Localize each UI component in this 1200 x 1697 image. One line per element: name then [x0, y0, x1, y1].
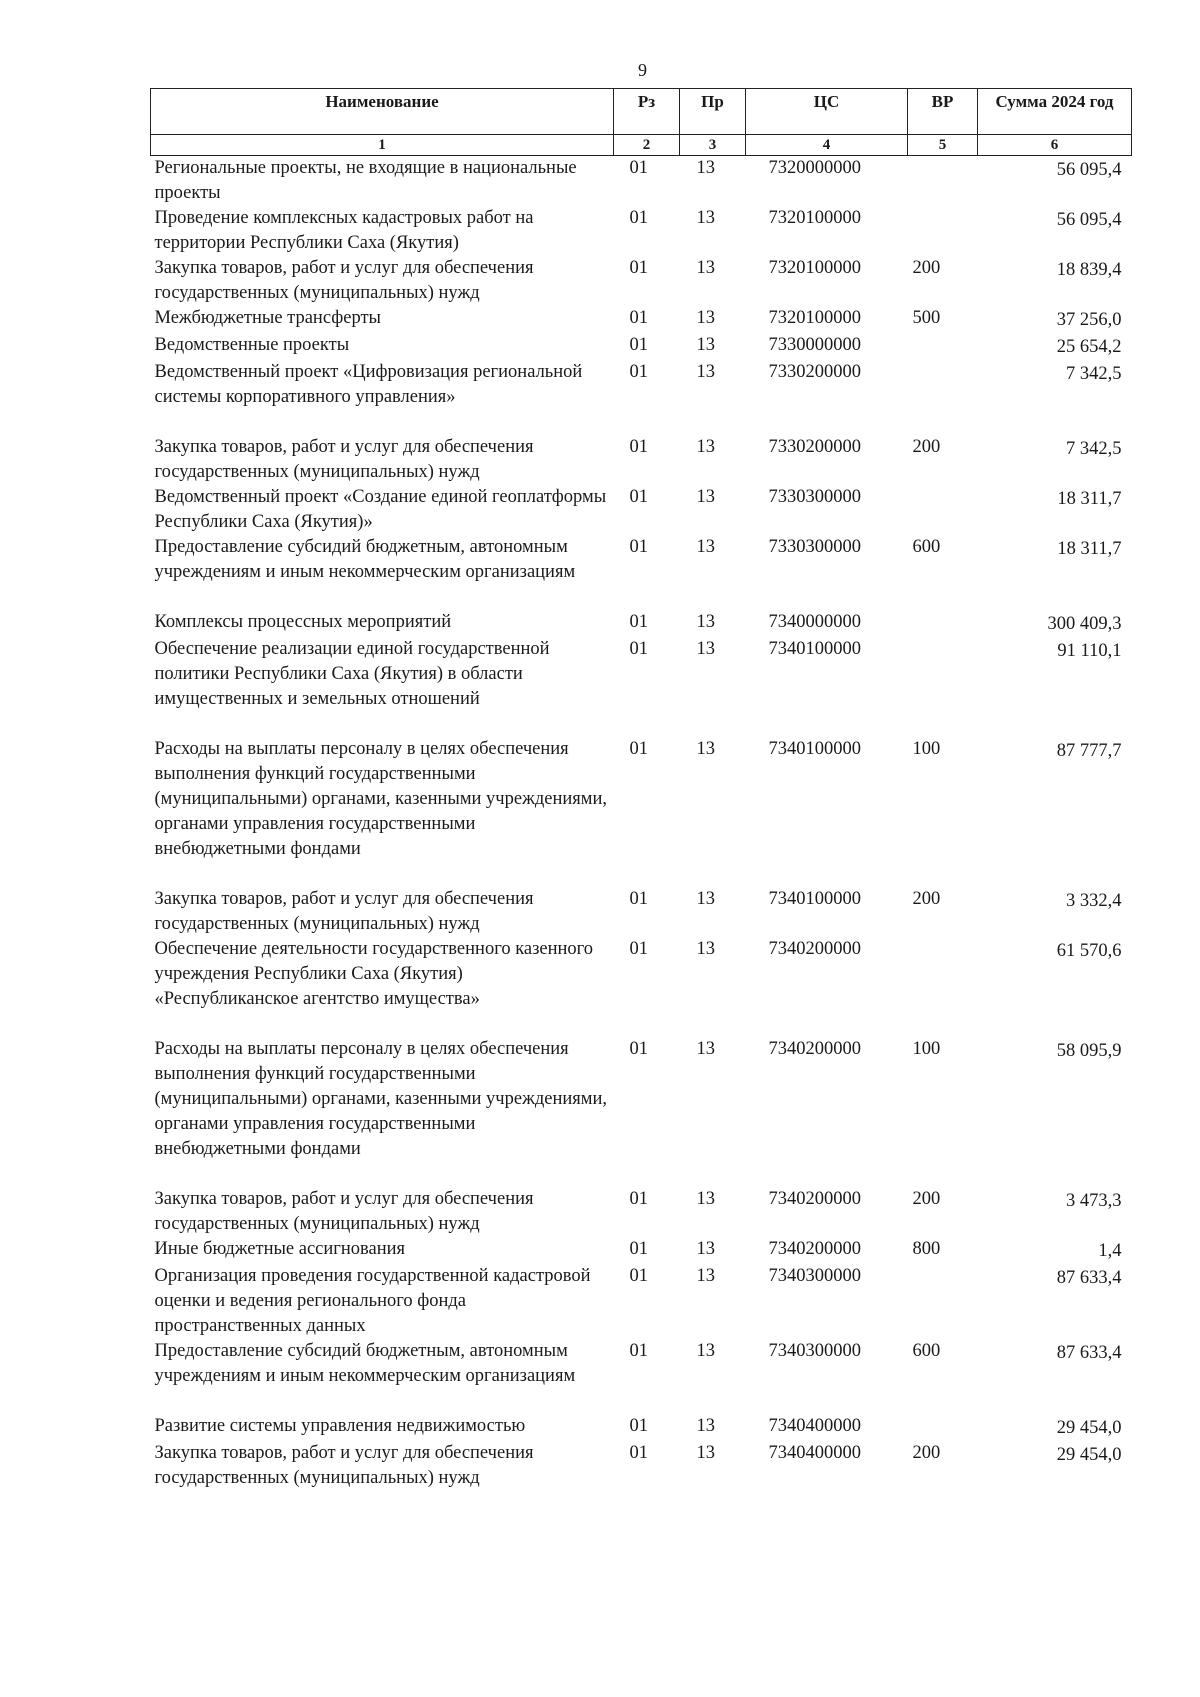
row-cs-code: 7330200000 — [768, 362, 861, 382]
row-rz-code: 01 — [629, 158, 648, 178]
row-vr-code: 200 — [912, 1189, 941, 1209]
row-rz-code: 01 — [629, 739, 648, 759]
row-rz-code: 01 — [629, 487, 648, 507]
row-rz-code: 01 — [629, 208, 648, 228]
row-sum: 3 332,4 — [1066, 891, 1122, 911]
row-sum: 56 095,4 — [1056, 210, 1122, 230]
row-cs-code: 7340100000 — [768, 889, 861, 909]
row-rz-code: 01 — [629, 258, 648, 278]
row-vr-code: 600 — [912, 537, 941, 557]
row-vr-code: 100 — [912, 739, 941, 759]
row-name: Закупка товаров, работ и услуг для обеспечения государственных (муниципальных) нужд — [154, 1443, 534, 1488]
row-pr-code: 13 — [696, 437, 715, 457]
row-name: Предоставление субсидий бюджетным, автономным учреждениям и иным некоммерческим организациям — [154, 537, 576, 582]
row-cs-code: 7320100000 — [768, 208, 861, 228]
row-rz-code: 01 — [629, 1039, 648, 1059]
header-name: Наименование — [151, 89, 614, 135]
row-pr-code: 13 — [696, 939, 715, 959]
row-pr-code: 13 — [696, 612, 715, 632]
column-number: 6 — [978, 135, 1132, 156]
row-name: Иные бюджетные ассигнования — [154, 1239, 406, 1259]
row-rz-code: 01 — [629, 1443, 648, 1463]
row-name: Ведомственные проекты — [154, 335, 350, 355]
row-pr-code: 13 — [696, 258, 715, 278]
row-cs-code: 7340200000 — [768, 939, 861, 959]
row-name: Ведомственный проект «Цифровизация региональной системы корпоративного управления» — [154, 362, 583, 407]
budget-table — [150, 88, 1132, 1491]
table-row — [151, 435, 1132, 485]
row-pr-code: 13 — [696, 1239, 715, 1259]
row-sum: 87 777,7 — [1056, 741, 1122, 761]
column-number: 3 — [680, 135, 746, 156]
table-row — [151, 256, 1132, 306]
table-row — [151, 1339, 1132, 1414]
row-sum: 91 110,1 — [1057, 641, 1122, 661]
table-row — [151, 1414, 1132, 1441]
row-pr-code: 13 — [696, 1189, 715, 1209]
row-sum: 37 256,0 — [1056, 310, 1122, 330]
column-number: 4 — [746, 135, 908, 156]
row-name: Обеспечение реализации единой государственной политики Республики Саха (Якутия) в области имущественных и земельных отношений — [154, 639, 550, 709]
row-vr-code — [908, 206, 978, 256]
row-name: Комплексы процессных мероприятий — [154, 612, 452, 632]
header-pr: Пр — [680, 89, 746, 135]
table-row — [151, 485, 1132, 535]
table-row — [151, 360, 1132, 435]
row-vr-code — [908, 333, 978, 360]
table-row — [151, 887, 1132, 937]
row-sum: 300 409,3 — [1047, 614, 1122, 634]
row-sum: 29 454,0 — [1056, 1418, 1122, 1438]
row-vr-code: 200 — [912, 1443, 941, 1463]
row-vr-code — [908, 360, 978, 435]
row-sum: 58 095,9 — [1056, 1041, 1122, 1061]
row-cs-code: 7340200000 — [768, 1039, 861, 1059]
row-vr-code: 800 — [912, 1239, 941, 1259]
row-name: Межбюджетные трансферты — [154, 308, 381, 328]
row-cs-code: 7330300000 — [768, 487, 861, 507]
header-cs: ЦС — [746, 89, 908, 135]
row-name: Закупка товаров, работ и услуг для обеспечения государственных (муниципальных) нужд — [154, 1189, 534, 1234]
row-rz-code: 01 — [629, 362, 648, 382]
row-rz-code: 01 — [629, 1416, 648, 1436]
table-body — [151, 156, 1132, 1492]
row-sum: 56 095,4 — [1056, 160, 1122, 180]
row-vr-code — [908, 485, 978, 535]
row-vr-code — [908, 610, 978, 637]
row-rz-code: 01 — [629, 308, 648, 328]
table-row — [151, 333, 1132, 360]
table-row — [151, 535, 1132, 610]
table-row — [151, 1187, 1132, 1237]
row-rz-code: 01 — [629, 1239, 648, 1259]
column-number: 5 — [908, 135, 978, 156]
table-row — [151, 306, 1132, 333]
row-pr-code: 13 — [696, 308, 715, 328]
row-pr-code: 13 — [696, 158, 715, 178]
row-pr-code: 13 — [696, 335, 715, 355]
row-vr-code — [908, 637, 978, 737]
table-row — [151, 206, 1132, 256]
row-rz-code: 01 — [629, 639, 648, 659]
row-cs-code: 7330000000 — [768, 335, 861, 355]
row-vr-code — [908, 156, 978, 207]
table-header-row — [151, 89, 1132, 135]
row-cs-code: 7330200000 — [768, 437, 861, 457]
row-cs-code: 7320000000 — [768, 158, 861, 178]
row-cs-code: 7340100000 — [768, 739, 861, 759]
table-row — [151, 1264, 1132, 1339]
column-number-row — [151, 135, 1132, 156]
page-number: 9 — [638, 60, 647, 80]
row-rz-code: 01 — [629, 537, 648, 557]
table-row — [151, 1237, 1132, 1264]
column-number: 2 — [614, 135, 680, 156]
row-cs-code: 7320100000 — [768, 308, 861, 328]
row-pr-code: 13 — [696, 639, 715, 659]
row-cs-code: 7340000000 — [768, 612, 861, 632]
row-vr-code — [908, 937, 978, 1037]
row-name: Закупка товаров, работ и услуг для обеспечения государственных (муниципальных) нужд — [154, 889, 534, 934]
header-vr: ВР — [908, 89, 978, 135]
row-cs-code: 7340100000 — [768, 639, 861, 659]
row-vr-code: 200 — [912, 258, 941, 278]
row-sum: 7 342,5 — [1066, 439, 1122, 459]
row-pr-code: 13 — [696, 362, 715, 382]
row-sum: 87 633,4 — [1056, 1343, 1122, 1363]
row-name: Предоставление субсидий бюджетным, автономным учреждениям и иным некоммерческим организациям — [154, 1341, 576, 1386]
table-row — [151, 1441, 1132, 1491]
row-pr-code: 13 — [696, 739, 715, 759]
row-rz-code: 01 — [629, 612, 648, 632]
row-rz-code: 01 — [629, 437, 648, 457]
row-sum: 18 311,7 — [1057, 489, 1122, 509]
row-cs-code: 7340200000 — [768, 1239, 861, 1259]
row-vr-code — [908, 1264, 978, 1339]
row-name: Обеспечение деятельности государственного казенного учреждения Республики Саха (Якутия) «Республиканское агентство имущества» — [154, 939, 594, 1009]
header-sum: Сумма 2024 год — [978, 89, 1132, 135]
row-sum: 1,4 — [1098, 1241, 1122, 1261]
row-pr-code: 13 — [696, 487, 715, 507]
row-cs-code: 7340200000 — [768, 1189, 861, 1209]
row-pr-code: 13 — [696, 1443, 715, 1463]
table-row — [151, 737, 1132, 887]
table-row — [151, 156, 1132, 207]
row-name: Расходы на выплаты персоналу в целях обеспечения выполнения функций государственными (муниципальными) органами, казенными учреждениями, органами управления государственными внебюджетными фондами — [154, 1039, 608, 1159]
row-pr-code: 13 — [696, 208, 715, 228]
row-pr-code: 13 — [696, 1416, 715, 1436]
row-cs-code: 7330300000 — [768, 537, 861, 557]
row-vr-code: 600 — [912, 1341, 941, 1361]
row-rz-code: 01 — [629, 1266, 648, 1286]
column-number: 1 — [151, 135, 614, 156]
row-cs-code: 7340400000 — [768, 1416, 861, 1436]
row-name: Закупка товаров, работ и услуг для обеспечения государственных (муниципальных) нужд — [154, 258, 534, 303]
row-sum: 29 454,0 — [1056, 1445, 1122, 1465]
row-vr-code: 100 — [912, 1039, 941, 1059]
row-sum: 18 311,7 — [1057, 539, 1122, 559]
table-row — [151, 637, 1132, 737]
row-vr-code: 200 — [912, 889, 941, 909]
row-vr-code: 500 — [912, 308, 941, 328]
row-sum: 25 654,2 — [1056, 337, 1122, 357]
row-cs-code: 7340400000 — [768, 1443, 861, 1463]
row-pr-code: 13 — [696, 537, 715, 557]
row-sum: 61 570,6 — [1056, 941, 1122, 961]
row-name: Ведомственный проект «Создание единой геоплатформы Республики Саха (Якутия)» — [154, 487, 607, 532]
row-pr-code: 13 — [696, 1341, 715, 1361]
row-pr-code: 13 — [696, 1266, 715, 1286]
header-rz: Рз — [614, 89, 680, 135]
row-name: Развитие системы управления недвижимостью — [154, 1416, 526, 1436]
row-rz-code: 01 — [629, 1189, 648, 1209]
row-rz-code: 01 — [629, 889, 648, 909]
row-sum: 3 473,3 — [1066, 1191, 1122, 1211]
row-pr-code: 13 — [696, 889, 715, 909]
row-pr-code: 13 — [696, 1039, 715, 1059]
row-vr-code — [908, 1414, 978, 1441]
row-name: Организация проведения государственной кадастровой оценки и ведения регионального фонда пространственных данных — [154, 1266, 591, 1336]
row-rz-code: 01 — [629, 335, 648, 355]
row-cs-code: 7340300000 — [768, 1266, 861, 1286]
row-vr-code: 200 — [912, 437, 941, 457]
row-cs-code: 7340300000 — [768, 1341, 861, 1361]
row-name: Закупка товаров, работ и услуг для обеспечения государственных (муниципальных) нужд — [154, 437, 534, 482]
row-cs-code: 7320100000 — [768, 258, 861, 278]
row-name: Расходы на выплаты персоналу в целях обеспечения выполнения функций государственными (муниципальными) органами, казенными учреждениями, органами управления государственными внебюджетными фондами — [154, 739, 608, 859]
row-sum: 87 633,4 — [1056, 1268, 1122, 1288]
row-rz-code: 01 — [629, 1341, 648, 1361]
row-name: Региональные проекты, не входящие в национальные проекты — [154, 158, 577, 203]
table-row — [151, 610, 1132, 637]
row-rz-code: 01 — [629, 939, 648, 959]
table-row — [151, 1037, 1132, 1187]
row-sum: 7 342,5 — [1066, 364, 1122, 384]
row-sum: 18 839,4 — [1056, 260, 1122, 280]
row-name: Проведение комплексных кадастровых работ на территории Республики Саха (Якутия) — [154, 208, 534, 253]
table-row — [151, 937, 1132, 1037]
